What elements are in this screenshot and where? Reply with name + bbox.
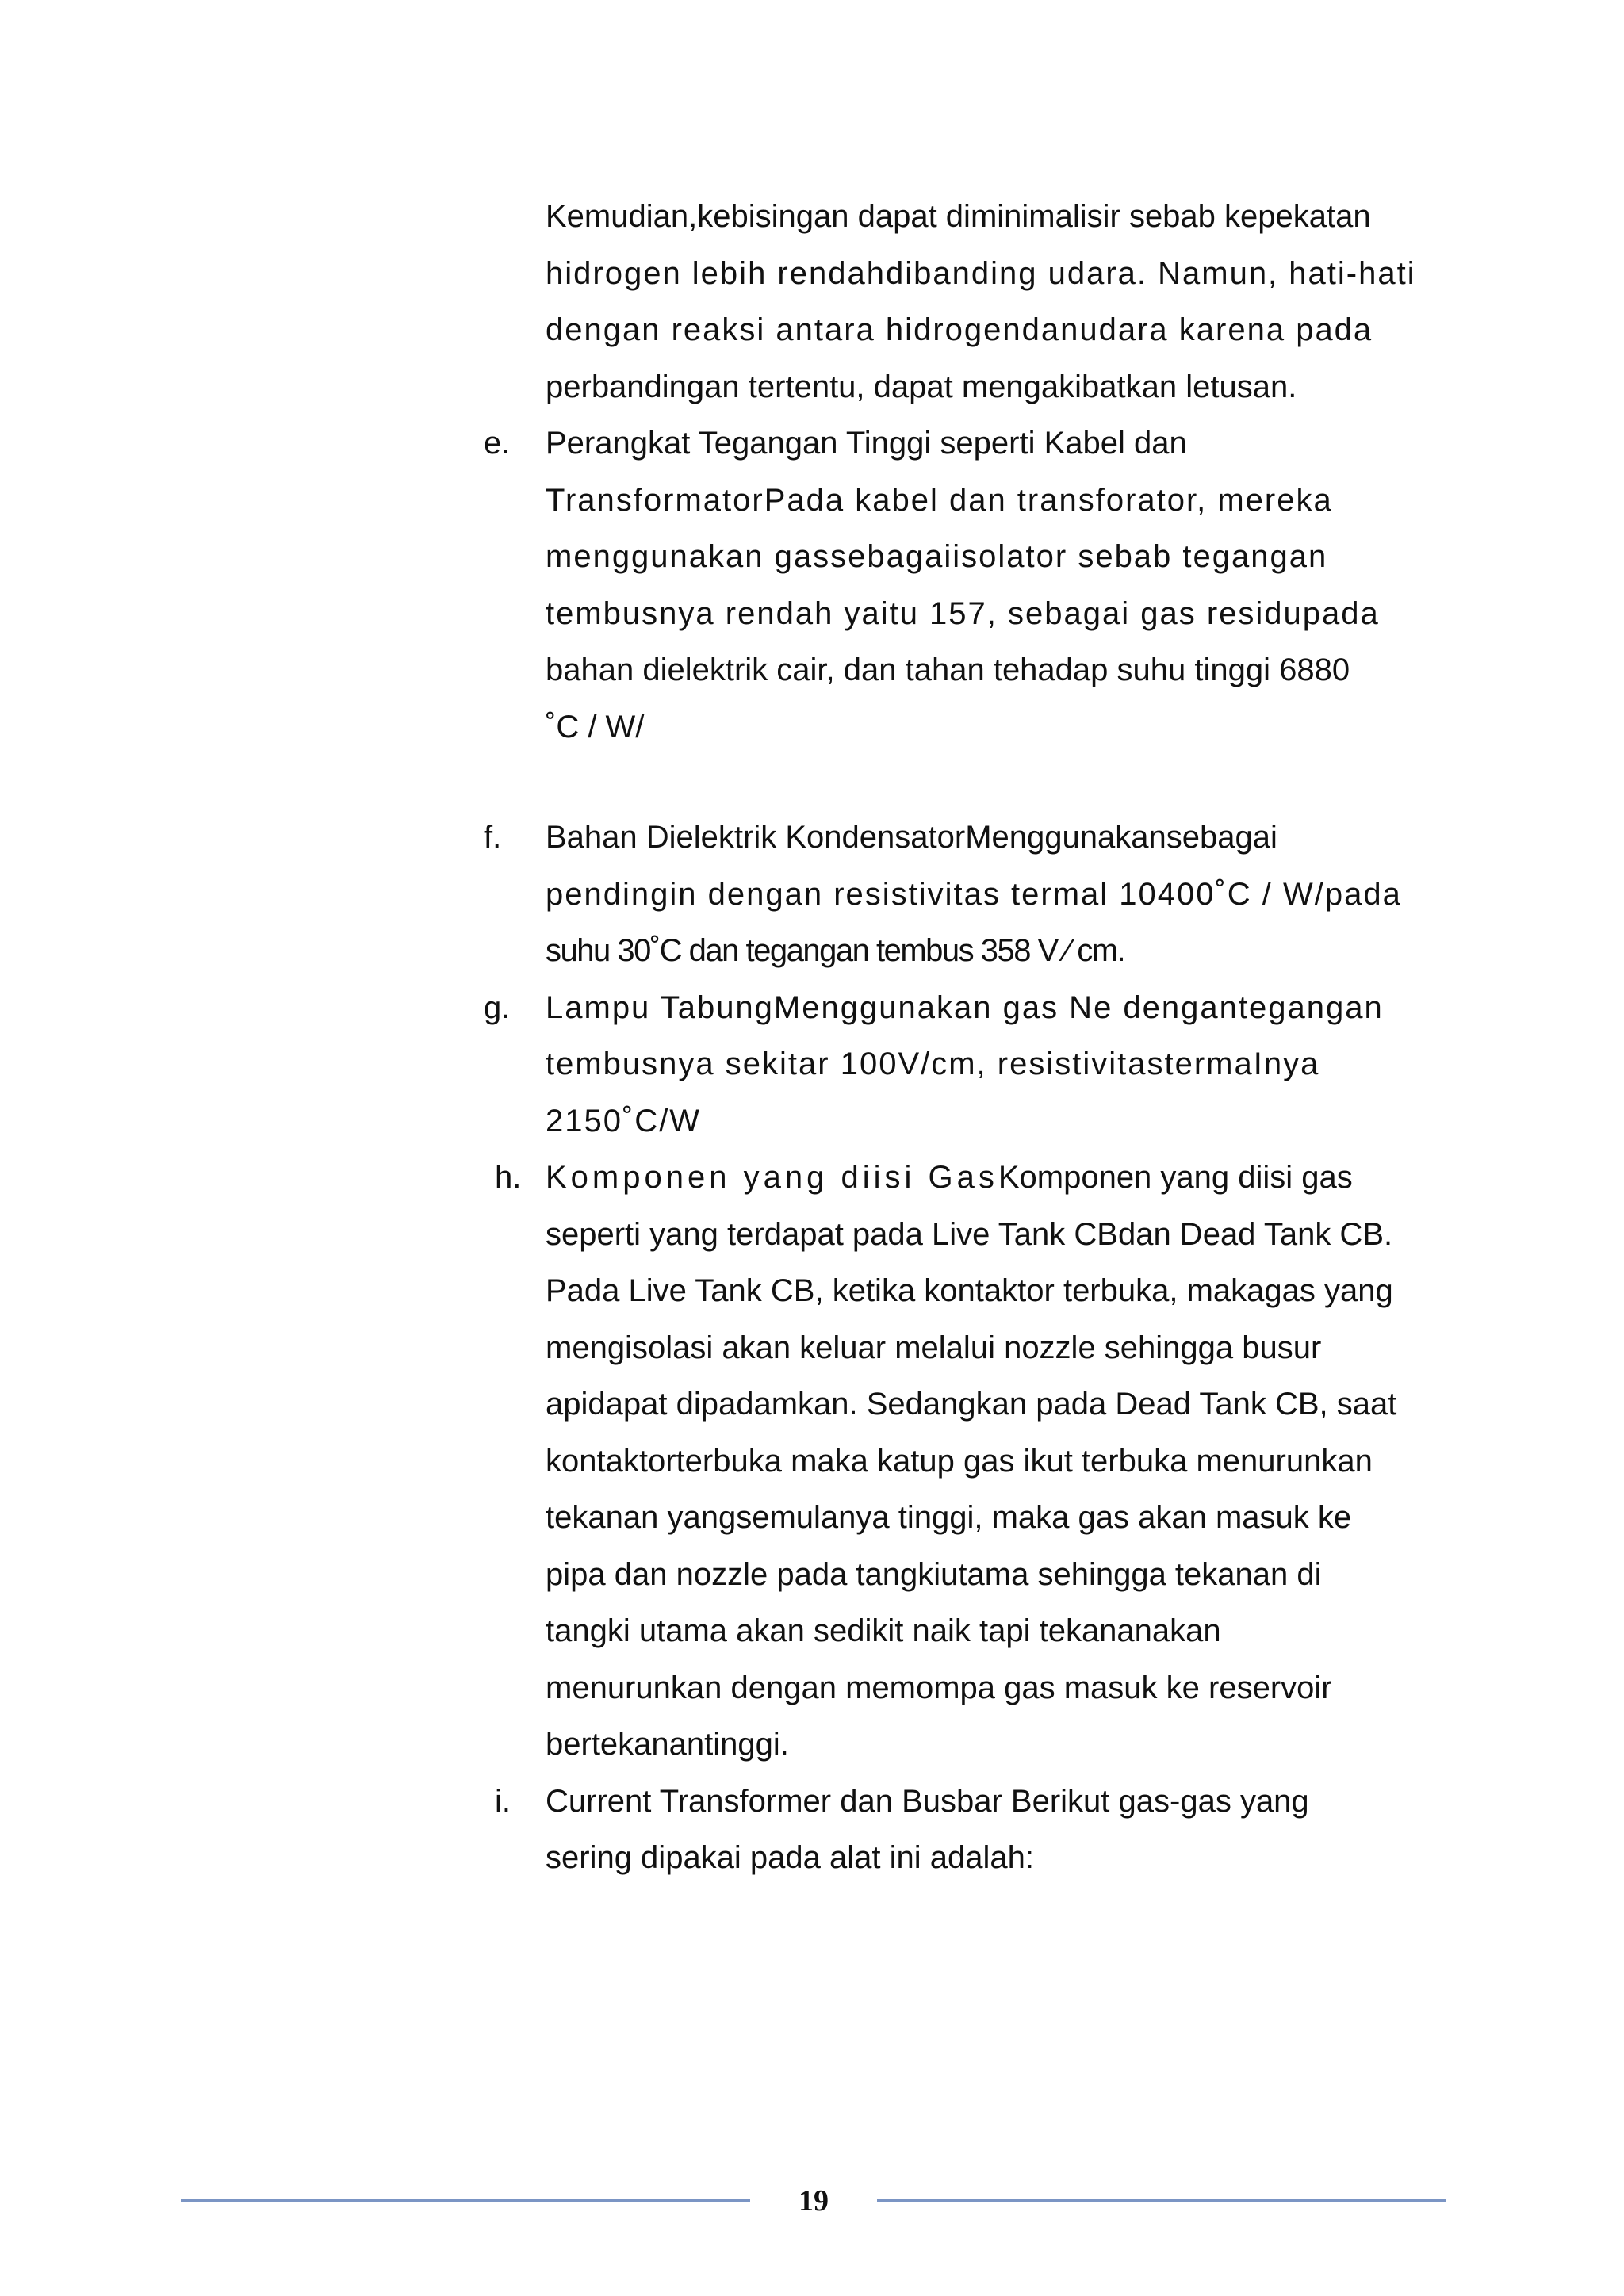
page-number: 19 [799,2184,829,2218]
list-marker: e. [484,426,511,461]
page-body [476,189,1451,1887]
page-footer [181,2182,1446,2220]
paragraph-gap [476,756,1451,809]
text-line: 2150˚C/W [546,1103,702,1138]
text-line: seperti yang terdapat pada Live Tank CBdan Dead Tank CB. [546,1216,1393,1252]
text-line: Kemudian,kebisingan dapat diminimalisir sebab kepekatan [546,199,1371,234]
list-marker: h. [495,1160,522,1195]
text-line: Perangkat Tegangan Tinggi seperti Kabel dan [546,426,1187,461]
text-line: kontaktorterbuka maka katup gas ikut terbuka menurunkan [546,1443,1373,1479]
text-line: pipa dan nozzle pada tangkiutama sehingga tekanan di [546,1556,1322,1592]
list-marker: f. [484,820,502,855]
text-line: TransformatorPada kabel dan transforator, mereka [546,482,1333,518]
list-item-i [476,1774,1451,1887]
text-line: bertekanantinggi. [546,1727,789,1762]
footer-rule-left [181,2199,750,2202]
text-line: apidapat dipadamkan. Sedangkan pada Dead Tank CB, saat [546,1387,1397,1422]
list-marker: i. [495,1783,511,1819]
list-item-g [476,980,1451,1150]
heading-fragment: Komponen yang diisi gas [998,1160,1353,1195]
text-line: Current Transformer dan Busbar Berikut gas-gas yang [546,1783,1309,1819]
text-line: Pada Live Tank CB, ketika kontaktor terbuka, makagas yang [546,1273,1393,1308]
text-line: perbandingan tertentu, dapat mengakibatkan letusan. [546,369,1297,404]
paragraph-continuation [476,189,1451,415]
heading-fragment: Komponen yang diisi Gas [546,1160,998,1195]
text-line: tembusnya sekitar 100V/cm, resistivitastermaInya [546,1047,1320,1081]
text-line: bahan dielektrik cair, dan tahan tehadap suhu tinggi 6880 [546,652,1350,687]
text-line: hidrogen lebih rendahdibanding udara. Namun, hati-hati [546,255,1416,291]
text-line: tangki utama akan sedikit naik tapi tekananakan [546,1613,1221,1648]
text-line: pendingin dengan resistivitas termal 10400˚C / W/pada [546,876,1402,912]
list-item-e [476,415,1451,756]
text-line: ˚C / W/ [546,709,645,744]
text-line: Bahan Dielektrik KondensatorMenggunakansebagai [546,820,1277,855]
list-marker: g. [484,989,511,1025]
text-line: sering dipakai pada alat ini adalah: [546,1840,1034,1875]
text-line [546,1150,1451,1207]
text-line: dengan reaksi antara hidrogendanudara karena pada [546,312,1373,347]
text-line: tembusnya rendah yaitu 157, sebagai gas residupada [546,595,1380,631]
text-line: menggunakan gassebagaiisolator sebab tegangan [546,539,1328,574]
text-line: menurunkan dengan memompa gas masuk ke reservoir [546,1670,1332,1705]
text-line: Lampu TabungMenggunakan gas Ne dengantegangan [546,989,1384,1025]
footer-rule-right [877,2199,1446,2202]
list-item-h [476,1150,1451,1774]
list-item-f [476,809,1451,980]
text-line: tekanan yangsemulanya tinggi, maka gas akan masuk ke [546,1500,1352,1535]
text-line: suhu 30˚C dan tegangan tembus 358 V ⁄ cm. [546,933,1125,968]
text-line: mengisolasi akan keluar melalui nozzle sehingga busur [546,1330,1322,1365]
